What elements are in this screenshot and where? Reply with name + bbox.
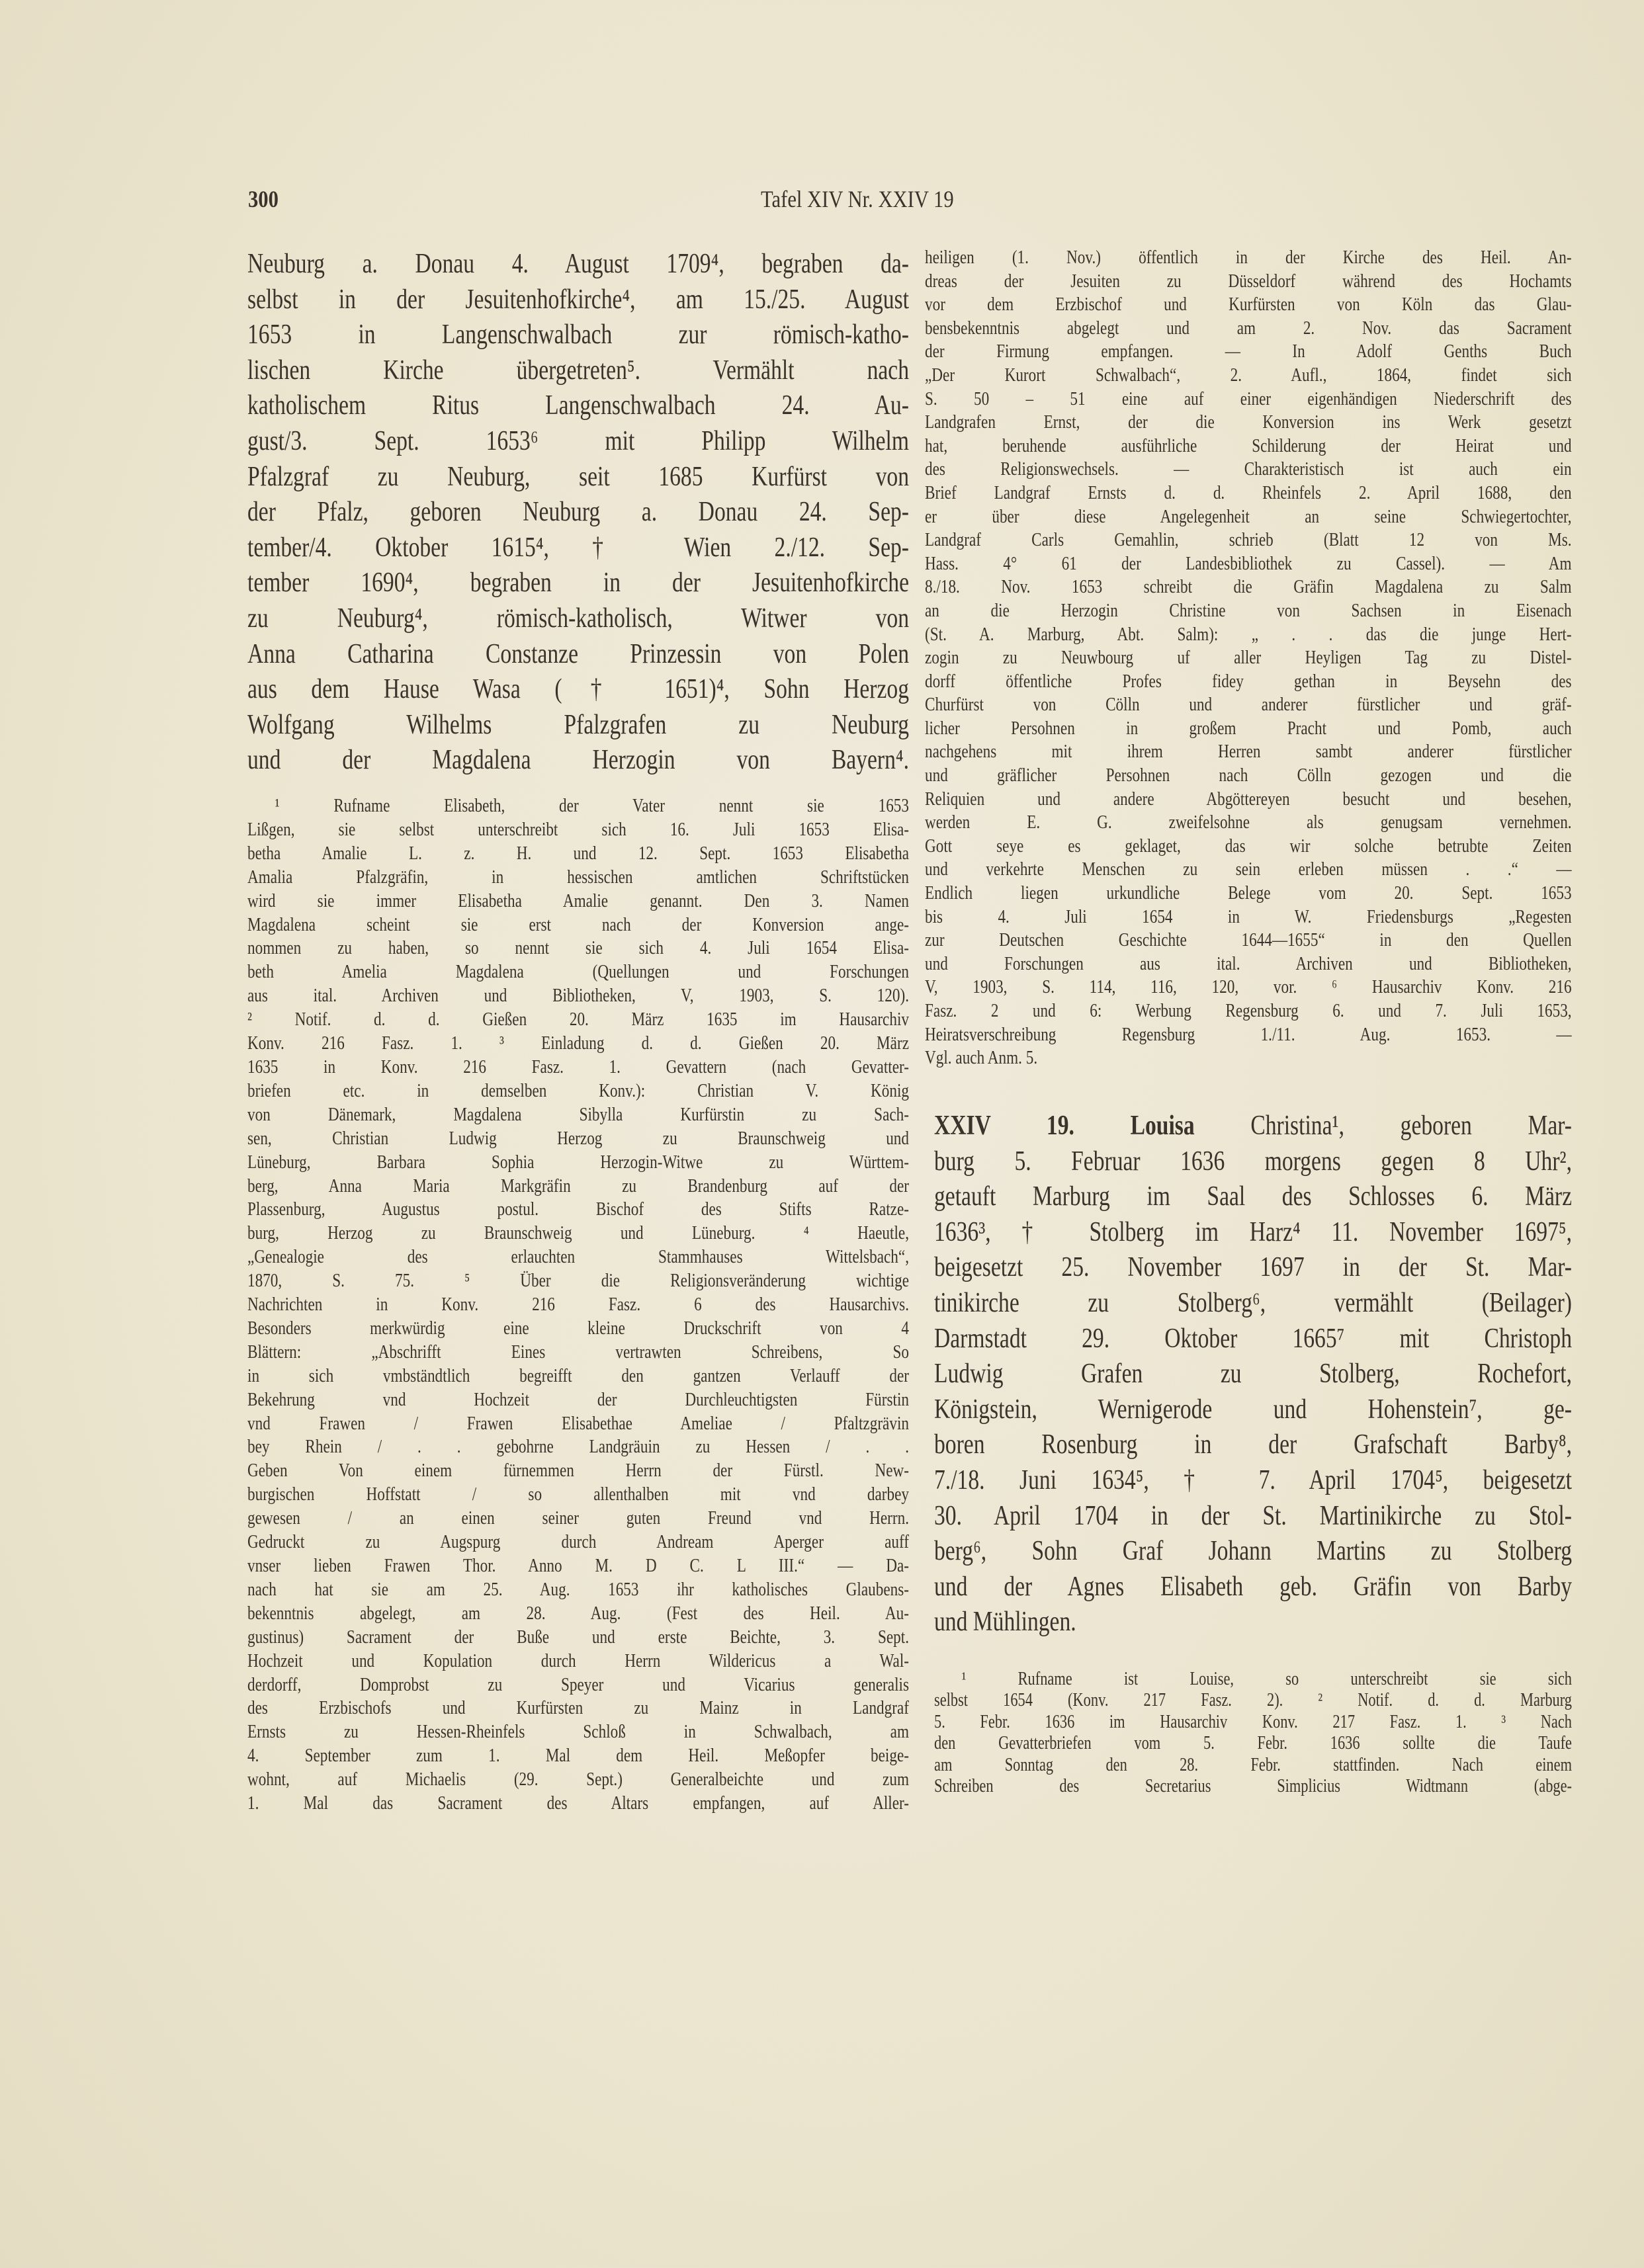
- text-line: 30. April 1704 in der St. Martinikirche zu Stol-: [934, 1500, 1572, 1531]
- text-line: Königstein, Wernigerode und Hohenstein⁷, ge-: [934, 1394, 1572, 1425]
- footnote-line: dorff öffentliche Profes fidey gethan in Beysehn des: [925, 670, 1572, 692]
- footnote-line: burgischen Hoffstatt / so allenthalben mit vnd darbey: [247, 1484, 909, 1505]
- footnote-line: 4. September zum 1. Mal dem Heil. Meßopfer beige-: [247, 1745, 909, 1767]
- footnote-line: ² Notif. d. d. Gießen 20. März 1635 im Hausarchiv: [247, 1009, 909, 1030]
- text-line: Anna Catharina Constanze Prinzessin von Polen: [247, 638, 909, 669]
- footnote-line: betha Amalie L. z. H. und 12. Sept. 1653 Elisabetha: [247, 842, 909, 864]
- text-line: gust/3. Sept. 1653⁶ mit Philipp Wilhelm: [247, 425, 909, 456]
- footnote-line: 8./18. Nov. 1653 schreibt die Gräfin Magdalena zu Salm: [925, 576, 1572, 598]
- footnote-line: Nachrichten in Konv. 216 Fasz. 6 des Hausarchivs.: [247, 1294, 909, 1316]
- footnote-line: hat, beruhende ausführliche Schilderung der Heirat und: [925, 435, 1572, 456]
- text-line: zu Neuburg⁴, römisch-katholisch, Witwer von: [247, 603, 909, 634]
- text-line: Pfalzgraf zu Neuburg, seit 1685 Kurfürst von: [247, 461, 909, 492]
- genealogy-entry-xxiv-19: [934, 1109, 1644, 1640]
- footnote-line: berg, Anna Maria Markgräfin zu Brandenburg auf der: [247, 1175, 909, 1197]
- footnote-line: und Forschungen aus ital. Archiven und Bibliotheken,: [925, 952, 1572, 974]
- footnote-line: 1. Mal das Sacrament des Altars empfangen, auf Aller-: [247, 1792, 909, 1814]
- footnote-line: bey Rhein / . . gebohrne Landgräuin zu Hessen / . .: [247, 1436, 909, 1458]
- footnote-line: heiligen (1. Nov.) öffentlich in der Kirche des Heil. An-: [925, 247, 1572, 268]
- footnote-line: beth Amelia Magdalena (Quellungen und Forschungen: [247, 961, 909, 983]
- footnote-line: Churfürst von Cölln und anderer fürstlicher und gräf-: [925, 694, 1572, 716]
- footnote-line: S. 50 – 51 eine auf einer eigenhändigen Niederschrift des: [925, 388, 1572, 409]
- footnote-line: vor dem Erzbischof und Kurfürsten von Köln das Glau-: [925, 294, 1572, 315]
- footnote-line: bekenntnis abgelegt, am 28. Aug. (Fest des Heil. Au-: [247, 1602, 909, 1624]
- text-line: Darmstadt 29. Oktober 1665⁷ mit Christoph: [934, 1323, 1572, 1354]
- footnote-line: dreas der Jesuiten zu Düsseldorf während des Hochamts: [925, 270, 1572, 292]
- footnote-line: zogin zu Neuwbourg uf aller Heyligen Tag zu Distel-: [925, 647, 1572, 669]
- footnote-line: Konv. 216 Fasz. 1. ³ Einladung d. d. Gießen 20. März: [247, 1032, 909, 1054]
- footnote-line: wird sie immer Elisabetha Amalie genannt. Den 3. Namen: [247, 890, 909, 911]
- footnote-line: Geben Von einem fürnemmen Herrn der Fürstl. New-: [247, 1460, 909, 1482]
- footnote-line: „Genealogie des erlauchten Stammhauses Wittelsbach“,: [247, 1246, 909, 1268]
- footnote-line: licher Persohnen in großem Pracht und Pomb, auch: [925, 717, 1572, 739]
- footnote-line: Besonders merkwürdig eine kleine Druckschrift von 4: [247, 1317, 909, 1339]
- entry-heading-rest: Christina¹, geboren Mar-: [1250, 1111, 1572, 1141]
- text-line: beigesetzt 25. November 1697 in der St. Mar-: [934, 1252, 1572, 1283]
- footnote-line: am Sonntag den 28. Febr. stattfinden. Nach einem: [934, 1754, 1572, 1775]
- footnote-line: nachgehens mit ihrem Herren sambt anderer fürstlicher: [925, 741, 1572, 763]
- footnote-line: der Firmung empfangen. — In Adolf Genths Buch: [925, 341, 1572, 362]
- footnote-line: ¹ Rufname Elisabeth, der Vater nennt sie 1653: [275, 795, 910, 816]
- text-line: tinikirche zu Stolberg⁶, vermählt (Beilager): [934, 1287, 1572, 1318]
- footnote-line: vnser lieben Frawen Thor. Anno M. D C. L III.“ — Da-: [247, 1555, 909, 1576]
- footnote-line: Brief Landgraf Ernsts d. d. Rheinfels 2. April 1688, den: [925, 482, 1572, 503]
- text-line: berg⁶, Sohn Graf Johann Martins zu Stolberg: [934, 1536, 1572, 1567]
- footnote-line: V, 1903, S. 114, 116, 120, vor. ⁶ Hausarchiv Konv. 216: [925, 976, 1572, 998]
- text-line: 1636³, † Stolberg im Harz⁴ 11. November 1697⁵,: [934, 1216, 1572, 1247]
- footnote-line: selbst 1654 (Konv. 217 Fasz. 2). ² Notif. d. d. Marburg: [934, 1690, 1572, 1711]
- text-line: und Mühlingen.: [934, 1607, 1076, 1638]
- footnote-line: 1870, S. 75. ⁵ Über die Religionsveränderung wichtige: [247, 1270, 909, 1292]
- text-line: tember/4. Oktober 1615⁴, † Wien 2./12. Sep-: [247, 532, 909, 563]
- footnote-line: Reliquien und andere Abgöttereyen besucht und besehen,: [925, 788, 1572, 810]
- text-line: katholischem Ritus Langenschwalbach 24. Au-: [247, 390, 909, 421]
- footnote-line: des Religionswechsels. — Charakteristisch ist auch ein: [925, 458, 1572, 480]
- footnote-line: sen, Christian Ludwig Herzog zu Braunschweig und: [247, 1127, 909, 1149]
- text-line: und der Agnes Elisabeth geb. Gräfin von Barby: [934, 1571, 1572, 1602]
- footnote-line: Lüneburg, Barbara Sophia Herzogin-Witwe zu Württem-: [247, 1151, 909, 1173]
- footnote-line: wohnt, auf Michaelis (29. Sept.) Generalbeichte und zum: [247, 1769, 909, 1790]
- text-line: lischen Kirche übergetreten⁵. Vermählt nach: [247, 355, 909, 386]
- text-line: boren Rosenburg in der Grafschaft Barby⁸,: [934, 1429, 1572, 1460]
- text-line: burg 5. Februar 1636 morgens gegen 8 Uhr²,: [934, 1146, 1572, 1177]
- footnote-line: zur Deutschen Geschichte 1644—1655“ in den Quellen: [925, 929, 1572, 951]
- entry-heading-line: [934, 1109, 1572, 1144]
- footnote-line: Ernsts zu Hessen-Rheinfels Schloß in Schwalbach, am: [247, 1721, 909, 1743]
- footnote-line: Hass. 4° 61 der Landesbibliothek zu Cassel). — Am: [925, 552, 1572, 574]
- text-line: tember 1690⁴, begraben in der Jesuitenhofkirche: [247, 567, 909, 599]
- footnote-line: Gott seye es geklaget, das wir solche betrubte Zeiten: [925, 835, 1572, 857]
- footnote-line: gewesen / an einen seiner guten Freund vnd Herrn.: [247, 1507, 909, 1529]
- footnote-line: Amalia Pfalzgräfin, in hessischen amtlichen Schriftstücken: [247, 866, 909, 888]
- text-line: Wolfgang Wilhelms Pfalzgrafen zu Neuburg: [247, 709, 909, 740]
- footnote-line: bensbekenntnis abgelegt und am 2. Nov. das Sacrament: [925, 317, 1572, 339]
- footnote-line: des Erzbischofs und Kurfürsten zu Mainz in Landgraf: [247, 1697, 909, 1719]
- footnote-line: Plassenburg, Augustus postul. Bischof des Stifts Ratze-: [247, 1198, 909, 1220]
- footnote-line: aus ital. Archiven und Bibliotheken, V, 1903, S. 120).: [247, 985, 909, 1007]
- text-line: 7./18. Juni 1634⁵, † 7. April 1704⁵, beigesetzt: [934, 1464, 1572, 1495]
- footnote-line: er über diese Angelegenheit an seine Schwiegertochter,: [925, 505, 1572, 527]
- footnote-line: bis 4. Juli 1654 in W. Friedensburgs „Regesten: [925, 905, 1572, 927]
- text-line: Ludwig Grafen zu Stolberg, Rochefort,: [934, 1359, 1572, 1390]
- text-line: aus dem Hause Wasa († 1651)⁴, Sohn Herzog: [247, 674, 909, 705]
- footnote-line: Vgl. auch Anm. 5.: [925, 1047, 1038, 1069]
- footnote-line: (St. A. Marburg, Abt. Salm): „ . . das die junge Hert-: [925, 623, 1572, 645]
- footnote-line: werden E. G. zweifelsohne als genugsam vernehmen.: [925, 812, 1572, 833]
- footnote-line: an die Herzogin Christine von Sachsen in Eisenach: [925, 599, 1572, 621]
- footnote-line: Endlich liegen urkundliche Belege vom 20. Sept. 1653: [925, 882, 1572, 904]
- footnote-line: Bekehrung vnd Hochzeit der Durchleuchtigsten Fürstin: [247, 1388, 909, 1410]
- text-line: Neuburg a. Donau 4. August 1709⁴, begraben da-: [247, 249, 909, 279]
- footnote-line: Landgrafen Ernst, der die Konversion ins Werk gesetzt: [925, 411, 1572, 433]
- footnote-line: den Gevatterbriefen vom 5. Febr. 1636 sollte die Taufe: [934, 1733, 1572, 1754]
- footnote-line: Magdalena scheint sie erst nach der Konversion ange-: [247, 913, 909, 935]
- footnote-line: vnd Frawen / Frawen Elisabethae Ameliae / Pfaltzgrävin: [247, 1412, 909, 1434]
- footnote-line: nommen zu haben, so nennt sie sich 4. Juli 1654 Elisa-: [247, 937, 909, 959]
- footnote-line: Hochzeit und Kopulation durch Herrn Wildericus a Wal-: [247, 1650, 909, 1671]
- footnote-line: burg, Herzog zu Braunschweig und Lüneburg. ⁴ Haeutle,: [247, 1222, 909, 1244]
- right-column-footnote-continuation: [925, 246, 1644, 1070]
- entry-number: XXIV 19.: [934, 1111, 1074, 1141]
- footnote-line: Heiratsverschreibung Regensburg 1./11. Aug. 1653. —: [925, 1023, 1572, 1045]
- footnote-line: 1635 in Konv. 216 Fasz. 1. Gevattern (nach Gevatter-: [247, 1056, 909, 1077]
- right-column-footnotes: [934, 1669, 1644, 1797]
- text-line: selbst in der Jesuitenhofkirche⁴, am 15./25. August: [247, 284, 909, 315]
- footnote-line: ¹ Rufname ist Louise, so unterschreibt sie sich: [961, 1669, 1572, 1689]
- footnote-line: und gräflicher Persohnen nach Cölln gezogen und die: [925, 765, 1572, 786]
- footnote-line: briefen etc. in demselben Konv.): Christian V. König: [247, 1079, 909, 1101]
- footnote-line: in sich vmbständtlich begreifft den gantzen Verlauff der: [247, 1365, 909, 1386]
- footnote-line: Gedruckt zu Augspurg durch Andream Aperger auff: [247, 1531, 909, 1553]
- footnote-line: „Der Kurort Schwalbach“, 2. Aufl., 1864, findet sich: [925, 364, 1572, 386]
- text-line: getauft Marburg im Saal des Schlosses 6. März: [934, 1181, 1572, 1212]
- footnote-line: Blättern: „Abschrifft Eines vertrawten Schreibens, So: [247, 1341, 909, 1363]
- footnote-line: von Dänemark, Magdalena Sibylla Kurfürstin zu Sach-: [247, 1103, 909, 1125]
- footnote-line: Schreiben des Secretarius Simplicius Widtmann (abge-: [934, 1776, 1572, 1797]
- text-line: der Pfalz, geboren Neuburg a. Donau 24. Sep-: [247, 497, 909, 528]
- footnote-line: Landgraf Carls Gemahlin, schrieb (Blatt 12 von Ms.: [925, 529, 1572, 551]
- text-line: 1653 in Langenschwalbach zur römisch-katho-: [247, 319, 909, 351]
- running-title: Tafel XIV Nr. XXIV 19: [761, 186, 954, 212]
- text-line: und der Magdalena Herzogin von Bayern⁴.: [247, 745, 909, 776]
- entry-name: Louisa: [1130, 1111, 1195, 1141]
- footnote-line: nach hat sie am 25. Aug. 1653 ihr katholisches Glaubens-: [247, 1578, 909, 1600]
- footnote-line: gustinus) Sacrament der Buße und erste Beichte, 3. Sept.: [247, 1626, 909, 1648]
- footnote-line: Lißgen, sie selbst unterschreibt sich 16. Juli 1653 Elisa-: [247, 818, 909, 840]
- page-number: 300: [248, 186, 279, 212]
- footnote-line: Fasz. 2 und 6: Werbung Regensburg 6. und 7. Juli 1653,: [925, 1000, 1572, 1021]
- footnote-line: derdorff, Domprobst zu Speyer und Vicarius generalis: [247, 1673, 909, 1695]
- footnote-line: 5. Febr. 1636 im Hausarchiv Konv. 217 Fasz. 1. ³ Nach: [934, 1711, 1572, 1732]
- footnote-line: und verkehrte Menschen zu sein erleben müssen . .“ —: [925, 859, 1572, 880]
